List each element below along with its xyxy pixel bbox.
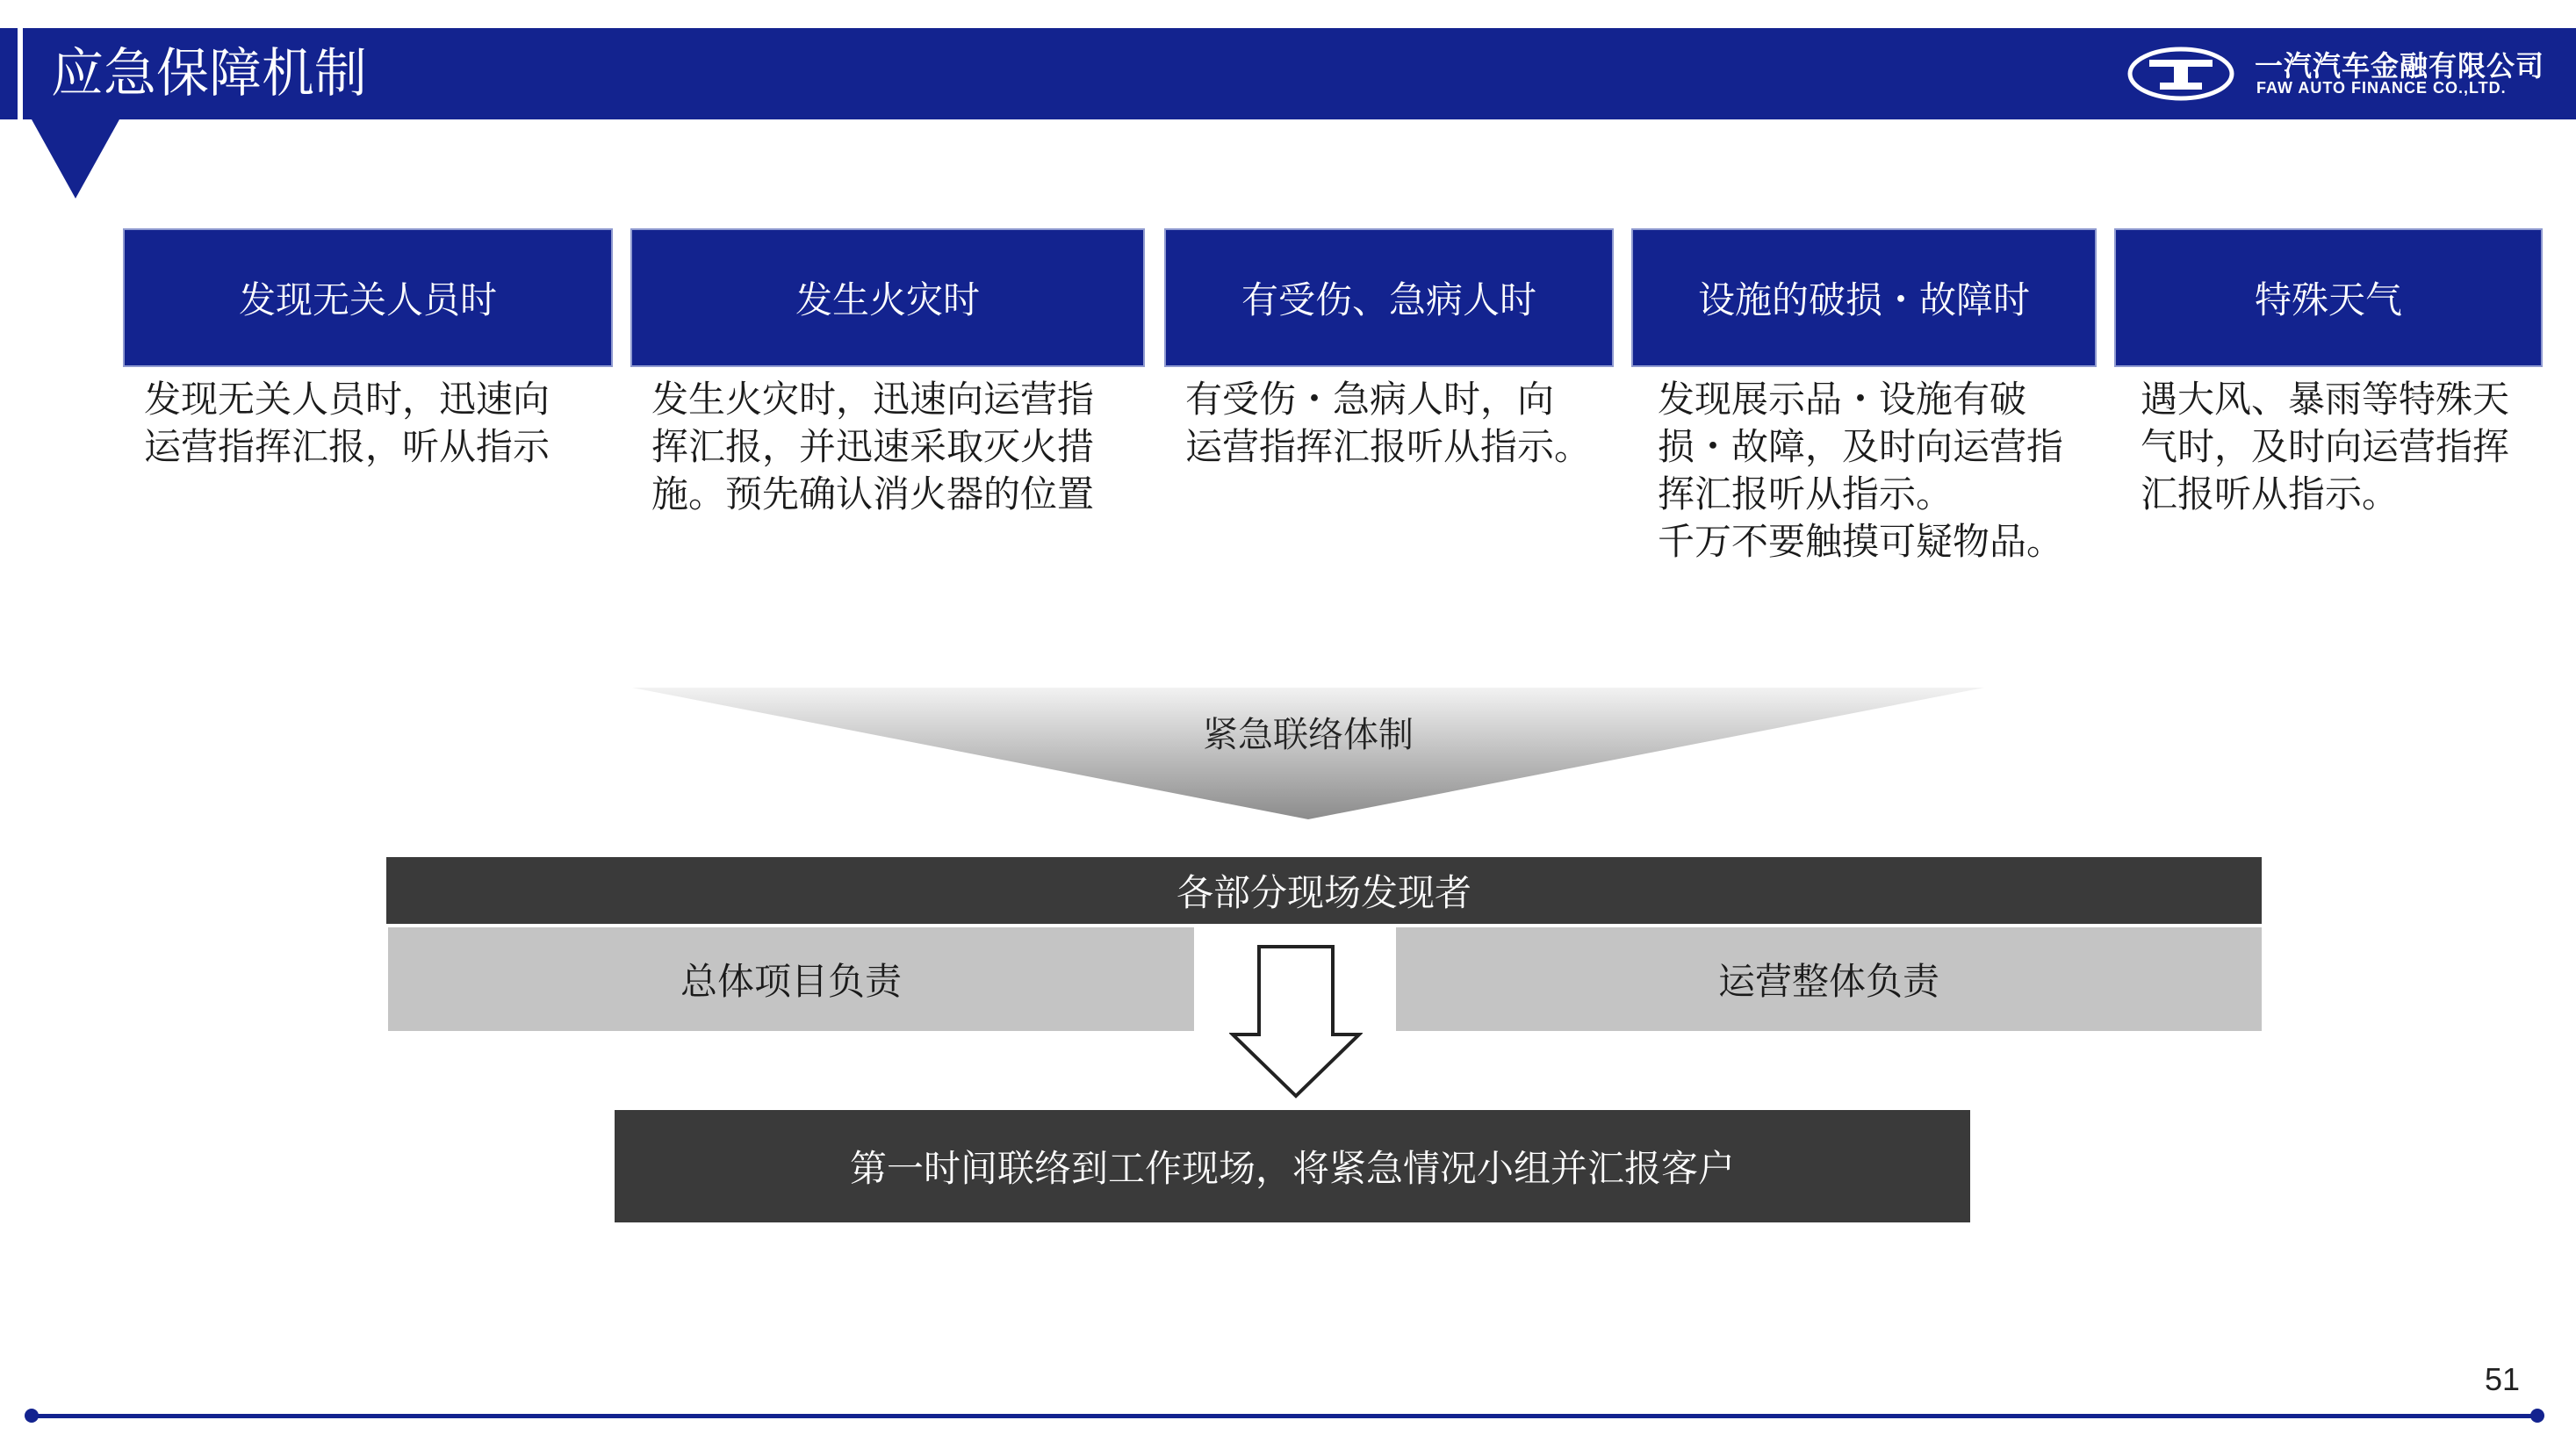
category-header-injury: 有受伤、急病人时 — [1164, 228, 1614, 367]
faw-emblem-icon — [2125, 44, 2272, 104]
desc-line: 发生火灾时，迅速向运营指 — [651, 378, 1095, 420]
category-desc-facility-damage — [1658, 376, 2063, 566]
desc-line: 运营指挥汇报，听从指示 — [144, 426, 550, 467]
footer-line — [30, 1414, 2543, 1418]
footer-line-end-dot — [2530, 1409, 2544, 1423]
category-desc-injury — [1185, 376, 1591, 471]
desc-line: 挥汇报，并迅速采取灭火措 — [651, 426, 1095, 467]
overall-operation-responsibility-box: 运营整体负责 — [1396, 927, 2262, 1031]
category-header-unrelated-persons: 发现无关人员时 — [123, 228, 613, 367]
desc-line: 发现展示品・设施有破 — [1658, 378, 2027, 420]
desc-line: 气时，及时向运营指挥 — [2141, 426, 2510, 467]
category-desc-fire — [651, 376, 1094, 518]
desc-line: 运营指挥汇报听从指示。 — [1185, 426, 1592, 467]
desc-line: 挥汇报听从指示。 — [1658, 473, 1954, 515]
final-action-box: 第一时间联络到工作现场，将紧急情况小组并汇报客户 — [615, 1110, 1970, 1222]
company-logo — [2125, 39, 2546, 109]
desc-line: 遇大风、暴雨等特殊天 — [2141, 378, 2510, 420]
header-left-stripe — [0, 28, 23, 119]
desc-line: 有受伤・急病人时，向 — [1185, 378, 1555, 420]
category-header-facility-damage: 设施的破损・故障时 — [1631, 228, 2097, 367]
desc-line: 千万不要触摸可疑物品。 — [1658, 521, 2064, 562]
desc-line: 汇报听从指示。 — [2141, 473, 2400, 515]
overall-project-responsibility-box: 总体项目负责 — [388, 927, 1194, 1031]
desc-line: 施。预先确认消火器的位置 — [651, 473, 1095, 515]
page-number: 51 — [2484, 1361, 2520, 1397]
desc-line: 发现无关人员时，迅速向 — [144, 378, 550, 420]
company-name-en: FAW AUTO FINANCE CO.,LTD. — [2256, 79, 2507, 97]
on-site-discoverer-box: 各部分现场发现者 — [386, 857, 2262, 924]
page-title: 应急保障机制 — [51, 44, 367, 103]
down-arrow-icon — [1229, 945, 1363, 1099]
category-desc-special-weather — [2141, 376, 2509, 518]
header-triangle-marker — [32, 119, 119, 198]
category-header-fire: 发生火灾时 — [630, 228, 1145, 367]
footer-line-start-dot — [25, 1409, 39, 1423]
category-header-special-weather: 特殊天气 — [2114, 228, 2543, 367]
company-name-cn: 一汽汽车金融有限公司 — [2255, 50, 2545, 82]
emergency-contact-system-label: 紧急联络体制 — [1203, 716, 1414, 754]
desc-line: 损・故障，及时向运营指 — [1658, 426, 2064, 467]
category-desc-unrelated-persons — [144, 376, 550, 471]
